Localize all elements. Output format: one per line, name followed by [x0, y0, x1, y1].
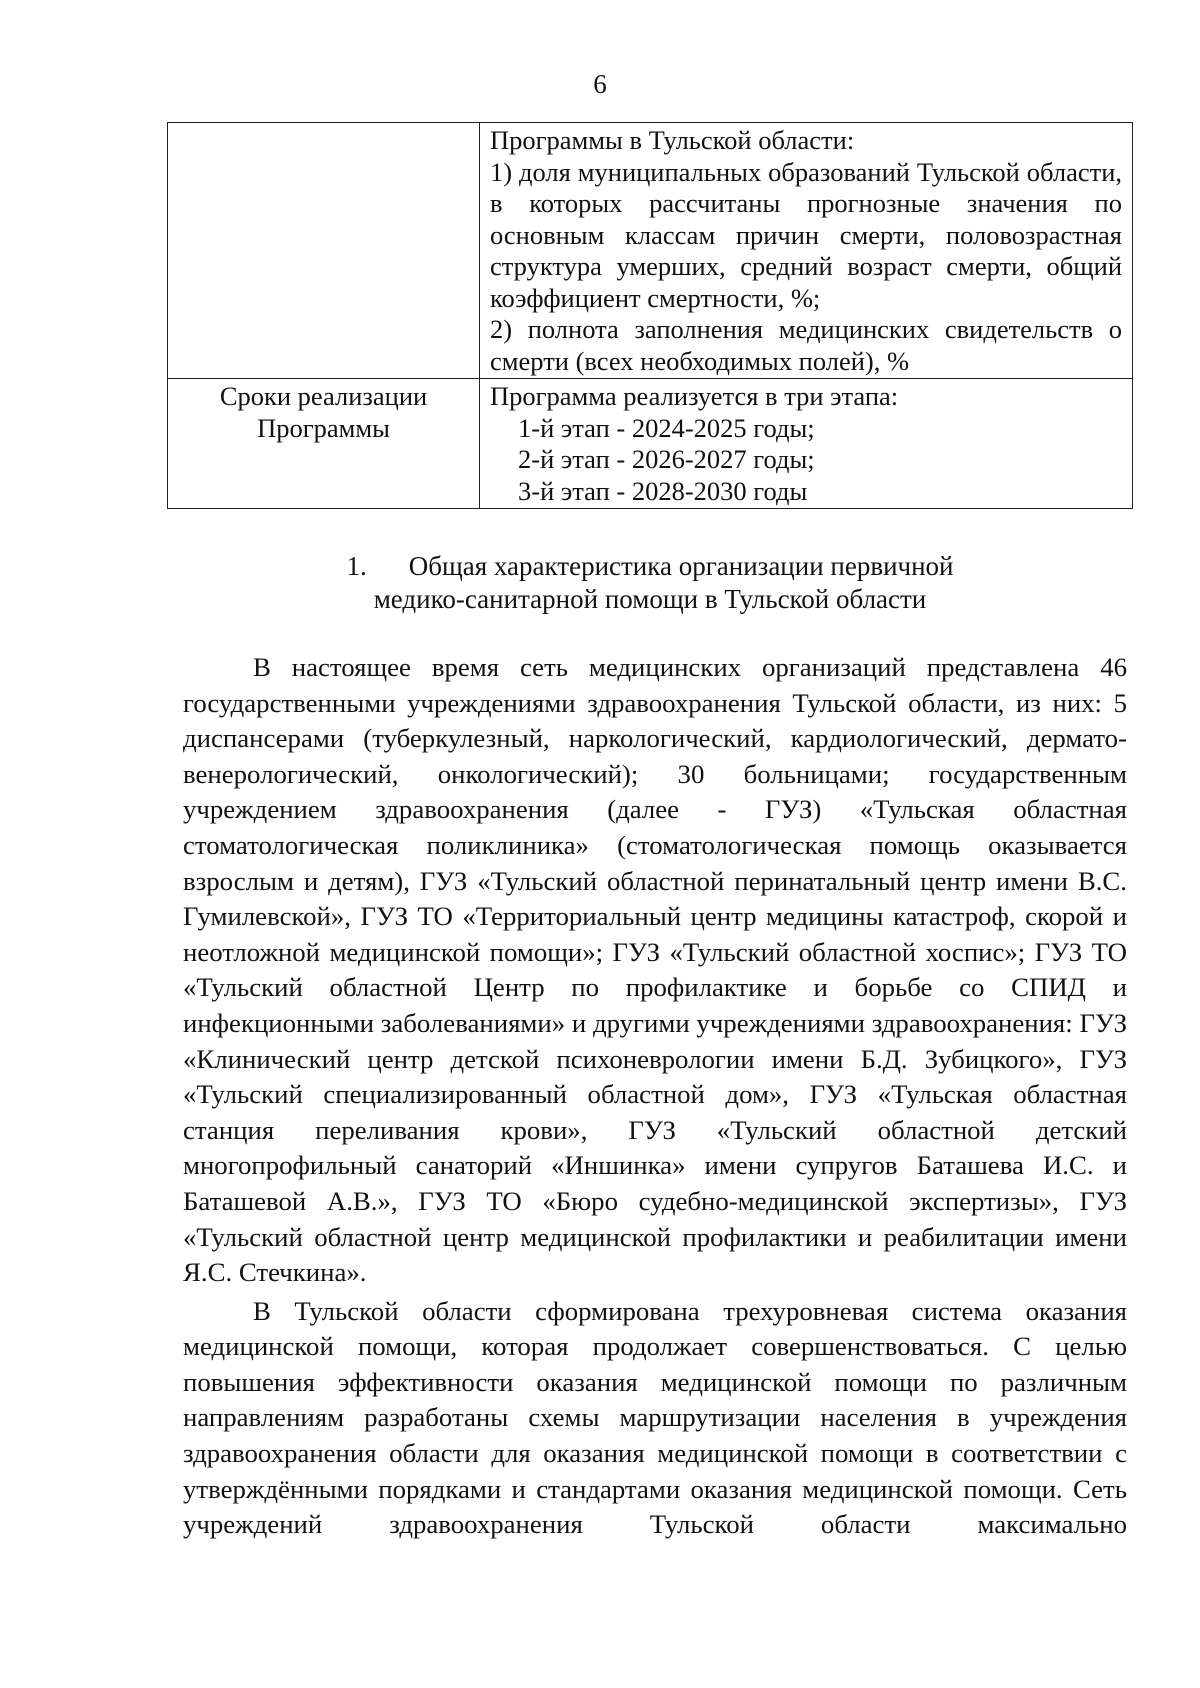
- terms-value-cell: [480, 379, 1133, 509]
- table-row: [168, 123, 1133, 379]
- section-number: 1.: [346, 551, 367, 581]
- indicators-cell: [480, 123, 1133, 379]
- paragraph: В Тульской области сформирована трехуровневая система оказания медицинской помощи, которая продолжает совершенствоваться. С целью повышения эффективности оказания медицинской помощи по различным направлениям разработаны схемы маршрутизации населения в учреждения здравоохранения области для оказания медицинской помощи в соответствии с утверждёнными порядками и стандартами оказания медицинской помощи. Сеть учреждений здравоохранения Тульской области максимально: [183, 1295, 1127, 1540]
- terms-label-cell: [168, 379, 480, 509]
- section-title-line: Общая характеристика организации первичной: [408, 551, 954, 581]
- page-number: 6: [593, 69, 607, 99]
- stages-intro: Программа реализуется в три этапа:: [490, 381, 899, 411]
- table-row: [168, 379, 1133, 509]
- indicators-heading: Программы в Тульской области:: [490, 125, 855, 155]
- terms-label-line: Программы: [257, 412, 390, 443]
- row-label-empty: [168, 123, 480, 379]
- section-heading: [167, 550, 1133, 616]
- stage-item: 3-й этап - 2028-2030 годы: [518, 475, 808, 506]
- indicator-item: 1) доля муниципальных образований Тульской области, в которых рассчитаны прогнозные значения по основным классам причин смерти, половозрастная структура умерших, средний возраст смерти, общий коэффициент смертности, %;: [490, 156, 1122, 313]
- body-text: [183, 650, 1127, 1546]
- section-heading-line: [167, 550, 1133, 583]
- indicator-item: 2) полнота заполнения медицинских свидетельств о смерти (всех необходимых полей), %: [490, 314, 1122, 376]
- terms-label-line: Сроки реализации: [219, 381, 428, 411]
- section-title-line: медико-санитарной помощи в Тульской области: [373, 584, 927, 614]
- paragraph: В настоящее время сеть медицинских организаций представлена 46 государственными учреждениями здравоохранения Тульской области, из них: 5 диспансерами (туберкулезный, наркологический, кардиологический, дермато-венерологический, онкологический); 30 больницами; государственным учреждением здравоохранения (далее - ГУЗ) «Тульская областная стоматологическая поликлиника» (стоматологическая помощь оказывается взрослым и детям), ГУЗ «Тульский областной перинатальный центр имени В.С. Гумилевской», ГУЗ ТО «Территориальный центр медицины катастроф, скорой и неотложной медицинской помощи»; ГУЗ «Тульский областной хоспис»; ГУЗ ТО «Тульский областной Центр по профилактике и борьбе со СПИД и инфекционными заболеваниями» и другими учреждениями здравоохранения: ГУЗ «Клинический центр детской психоневрологии имени Б.Д. Зубицкого», ГУЗ «Тульский специализированный областной дом», ГУЗ «Тульская областная станция переливания крови», ГУЗ «Тульский областной детский многопрофильный санаторий «Иншинка» имени супругов Баташева И.С. и Баташевой А.В.», ГУЗ ТО «Бюро судебно-медицинской экспертизы», ГУЗ «Тульский областной центр медицинской профилактики и реабилитации имени Я.С. Стечкина».: [183, 652, 1127, 1288]
- stage-item: 2-й этап - 2026-2027 годы;: [518, 444, 815, 474]
- stage-item: 1-й этап - 2024-2025 годы;: [518, 412, 815, 443]
- program-passport-table: [167, 122, 1133, 509]
